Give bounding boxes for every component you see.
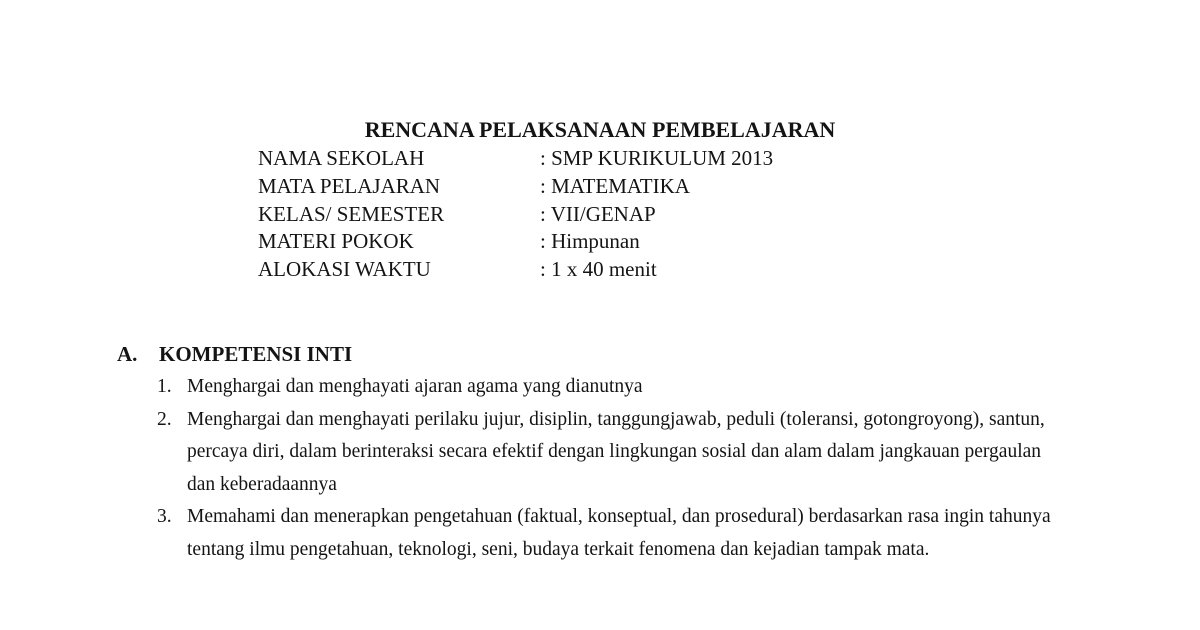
list-item: [157, 371, 1057, 404]
list-item-number: 3.: [157, 506, 172, 527]
document-title: RENCANA PELAKSANAAN PEMBELAJARAN: [364, 117, 836, 142]
list-item-text: Memahami dan menerapkan pengetahuan (faktual, konseptual, dan prosedural) berdasarkan rasa ingin tahunya tentang ilmu pengetahuan, teknologi, seni, budaya terkait fenomena dan kejadian tampak mata.: [187, 506, 1051, 560]
section-title: KOMPETENSI INTI: [159, 342, 353, 366]
info-label: ALOKASI WAKTU: [258, 257, 431, 282]
list-item: [157, 501, 1057, 566]
list-item-number: 2.: [157, 408, 172, 430]
section-letter: A.: [117, 342, 138, 366]
info-value: : Himpunan: [540, 229, 640, 254]
list-item-text: Menghargai dan menghayati perilaku jujur, disiplin, tanggungjawab, peduli (toleransi, gotongroyong), santun, percaya diri, dalam berinteraksi secara efektif dengan lingkungan sosial dan alam dalam jangkauan pergaulan dan keberadaannya: [187, 408, 1045, 495]
info-value: : MATEMATIKA: [540, 173, 690, 198]
list-item: [157, 404, 1057, 502]
info-value: : VII/GENAP: [540, 201, 656, 226]
info-value: : SMP KURIKULUM 2013: [540, 146, 774, 170]
section-heading: [117, 340, 352, 368]
info-label: MATERI POKOK: [258, 229, 414, 254]
info-label: NAMA SEKOLAH: [258, 146, 425, 170]
info-label: MATA PELAJARAN: [258, 173, 441, 198]
competency-list: [157, 371, 1057, 566]
info-label: KELAS/ SEMESTER: [258, 201, 445, 226]
list-item-number: 1.: [157, 376, 172, 397]
info-value: : 1 x 40 menit: [540, 257, 657, 282]
list-item-text: Menghargai dan menghayati ajaran agama yang dianutnya: [187, 376, 643, 397]
